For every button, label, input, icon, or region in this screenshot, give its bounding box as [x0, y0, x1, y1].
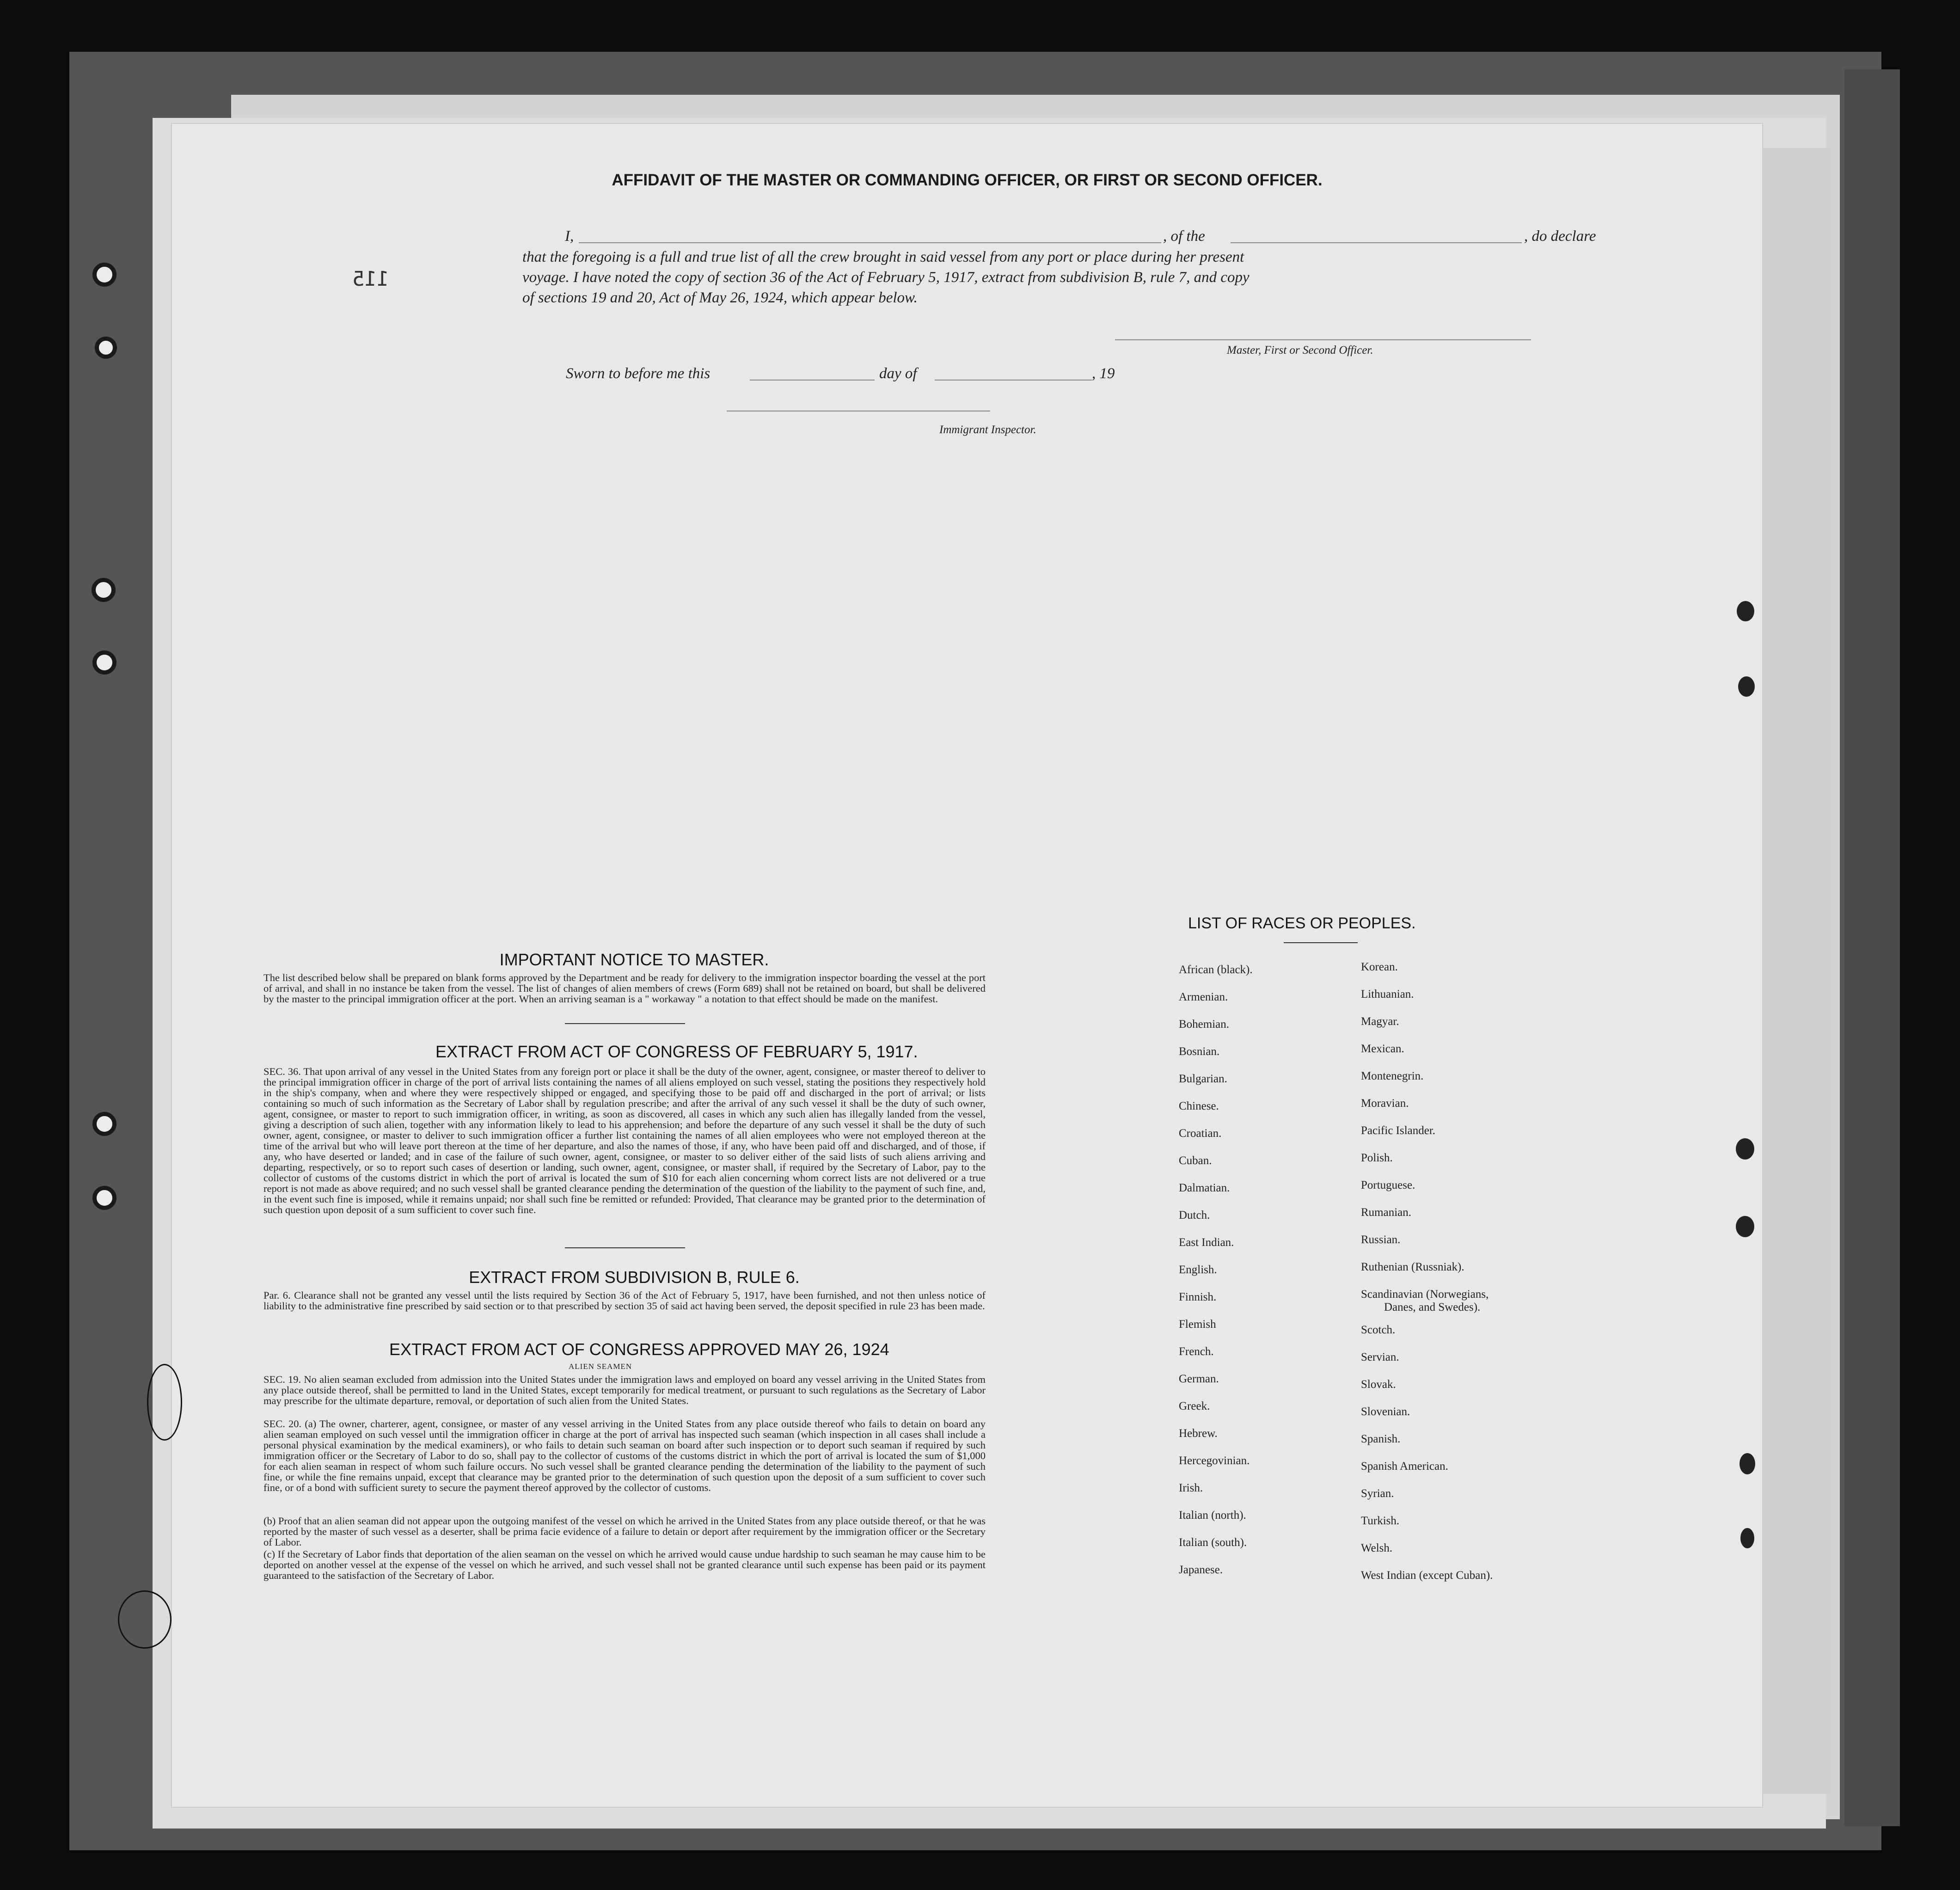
race-item: Magyar.	[1361, 1015, 1399, 1028]
race-item: Rumanian.	[1361, 1206, 1412, 1219]
races-title: LIST OF RACES OR PEOPLES.	[1188, 914, 1416, 932]
race-item: Syrian.	[1361, 1487, 1394, 1500]
binder-hole	[1737, 601, 1754, 621]
master-signature-label: Master, First or Second Officer.	[1227, 344, 1373, 356]
race-item: Welsh.	[1361, 1542, 1393, 1554]
race-item: Russian.	[1361, 1233, 1401, 1246]
master-signature-line[interactable]	[1115, 339, 1531, 340]
race-item-continuation: Danes, and Swedes).	[1384, 1301, 1481, 1313]
notice-title: IMPORTANT NOTICE TO MASTER.	[499, 950, 769, 969]
binding-string	[147, 1364, 182, 1441]
binder-hole	[92, 650, 116, 675]
extract-1924-sec20a: SEC. 20. (a) The owner, charterer, agent, consignee, or master of any vessel arriving in the United States from any place outside thereof who fails to detain on board any alien seaman employed on such vessel until the immigration officer in charge at the port of arrival has inspected such seaman (which inspection in all cases shall include a personal physical examination by the medical examiners), or who fails to detain such seaman on board after such inspection or to deport such seaman if required by such immigration officer or the Secretary of Labor to do so, shall pay to the collector of customs of the customs district in which the port of arrival is located the sum of $1,000 for each alien seaman in respect of whom such failure occurs. No such vessel shall be granted clearance pending the determination of the liability to the payment of such fine, or while the fine remains unpaid, except that clearance may be granted prior to the determination of such question upon the deposit of a sum sufficient to cover such fine, or of a bond with sufficient surety to secure the payment thereof approved by the collector of customs.	[263, 1418, 986, 1493]
extract-1924-sec20c: (c) If the Secretary of Labor finds that deportation of the alien seaman on the vessel on which he arrived would cause undue hardship to such seaman he may cause him to be deported on another vessel at the expense of the vessel on which he arrived, and such vessel shall not be granted clearance until such expense has been paid or its payment guaranteed to the satisfaction of the Secretary of Labor.	[263, 1548, 986, 1581]
sworn-year: , 19	[1092, 365, 1115, 382]
declaration-body-2: voyage. I have noted the copy of section 36 of the Act of February 5, 1917, extract from subdivision B, rule 7, and copy	[522, 269, 1250, 286]
sworn-text: Sworn to before me this	[566, 365, 710, 382]
race-item: Armenian.	[1179, 991, 1228, 1003]
extract-1917-text: SEC. 36. That upon arrival of any vessel in the United States from any foreign port or place it shall be the duty of the owner, agent, consignee, or master thereof to deliver to the principal immigration officer in charge of the port of arrival lists containing the names of all aliens employed on such vessel, stating the positions they respectively hold in the ship's company, when and where they were respectively shipped or engaged, and specifying those to be paid off and discharged in the port of arrival; or lists containing so much of such information as the Secretary of Labor shall by regulation prescribe; and after the arrival of any such vessel it shall be the duty of such owner, agent, consignee, or master to report to such immigration officer, in writing, as soon as discovered, all cases in which any such alien has illegally landed from the vessel, giving a description of such alien, together with any information likely to lead to his apprehension; and before the departure of any such vessel it shall be the duty of such owner, agent, consignee, or master to deliver to such immigration officer a further list containing the names of all alien employees who were not employed thereon at the time of the arrival but who will leave port thereon at the time of her departure, and also the names of those, if any, who have been paid off and discharged, and of those, if any, who have deserted or landed; and in case of the failure of such owner, agent, consignee, or master to so deliver either of the said lists of such aliens arriving and departing, respectively, or so to report such cases of desertion or landing, such owner, agent, consignee, or master shall, if required by the Secretary of Labor, pay to the collector of customs of the customs district in which the port of arrival is located the sum of $10 for each alien concerning whom correct lists are not delivered or a true report is not made as above required; and no such vessel shall be granted clearance pending the determination of the question of the liability to the payment of such fine, and, in the event such fine is imposed, while it remains unpaid; nor shall such fine be remitted or refunded: Provided, That clearance may be granted prior to the determination of such question upon deposit of a sum sufficient to cover such fine.	[263, 1066, 986, 1215]
race-item: African (black).	[1179, 963, 1253, 976]
race-item: Italian (north).	[1179, 1509, 1246, 1522]
race-item: Montenegrin.	[1361, 1070, 1424, 1082]
binder-hole	[1736, 1138, 1754, 1160]
race-item: Mexican.	[1361, 1043, 1404, 1055]
race-item: Dalmatian.	[1179, 1182, 1230, 1194]
declare-line-start: I,	[565, 228, 574, 245]
race-item: Ruthenian (Russniak).	[1361, 1261, 1464, 1273]
extract-1924-title: EXTRACT FROM ACT OF CONGRESS APPROVED MAY 26, 1924	[389, 1340, 889, 1359]
declare-line-end: , do declare	[1524, 228, 1596, 245]
race-item: Slovak.	[1361, 1378, 1396, 1391]
race-item: Spanish.	[1361, 1433, 1401, 1445]
binder-hole	[1740, 1453, 1755, 1474]
extract-subdivision-text: Par. 6. Clearance shall not be granted any vessel until the lists required by Section 36 of the Act of February 5, 1917, have been furnished, and not then unless notice of liability to the administrative fine prescribed by said section or to that prescribed by section 35 of said act having been served, the deposit specified in rule 23 has been made.	[263, 1289, 986, 1312]
race-item: Portuguese.	[1361, 1179, 1415, 1191]
race-item: Flemish	[1179, 1318, 1216, 1331]
race-item: Cuban.	[1179, 1154, 1212, 1167]
race-item: Dutch.	[1179, 1209, 1210, 1221]
binder-hole	[92, 263, 116, 287]
race-item: East Indian.	[1179, 1236, 1234, 1249]
board-edge	[1844, 69, 1900, 1826]
race-item: Bohemian.	[1179, 1018, 1230, 1031]
divider-2	[565, 1247, 685, 1248]
race-item: Hercegovinian.	[1179, 1454, 1250, 1467]
extract-1917-title: EXTRACT FROM ACT OF CONGRESS OF FEBRUARY 5, 1917.	[435, 1042, 918, 1061]
race-item: German.	[1179, 1373, 1219, 1385]
race-item: English.	[1179, 1264, 1217, 1276]
declare-line-mid: , of the	[1163, 228, 1205, 245]
binder-hole	[1740, 1528, 1754, 1548]
declaration-body-1: that the foregoing is a full and true list of all the crew brought in said vessel from any port or place during her present	[522, 249, 1244, 265]
race-item: Bulgarian.	[1179, 1073, 1227, 1085]
races-divider	[1284, 942, 1358, 943]
race-item: Italian (south).	[1179, 1536, 1247, 1549]
race-item: Moravian.	[1361, 1097, 1409, 1110]
binder-hole	[1736, 1216, 1754, 1237]
race-item: Scandinavian (Norwegians,	[1361, 1288, 1489, 1301]
race-item: Hebrew.	[1179, 1427, 1218, 1440]
binding-string	[118, 1590, 172, 1649]
binder-hole	[1738, 676, 1755, 697]
sheet-number: 115	[352, 267, 389, 291]
race-item: Croatian.	[1179, 1127, 1222, 1140]
race-item: Polish.	[1361, 1152, 1393, 1164]
affidavit-title: AFFIDAVIT OF THE MASTER OR COMMANDING OFFICER, OR FIRST OR SECOND OFFICER.	[612, 171, 1323, 189]
vessel-blank[interactable]	[1231, 242, 1522, 243]
race-item: Greek.	[1179, 1400, 1210, 1412]
affidavit-page	[172, 124, 1762, 1807]
extract-1924-subtitle: ALIEN SEAMEN	[569, 1362, 632, 1371]
race-item: Scotch.	[1361, 1324, 1396, 1336]
race-item: Chinese.	[1179, 1100, 1219, 1112]
name-blank[interactable]	[579, 242, 1161, 243]
declaration-body-3: of sections 19 and 20, Act of May 26, 1924, which appear below.	[522, 289, 918, 306]
race-item: French.	[1179, 1345, 1214, 1358]
race-item: Turkish.	[1361, 1515, 1400, 1527]
race-item: Korean.	[1361, 961, 1398, 973]
extract-subdivision-title: EXTRACT FROM SUBDIVISION B, RULE 6.	[469, 1268, 800, 1287]
inspector-label: Immigrant Inspector.	[939, 423, 1036, 436]
race-item: Lithuanian.	[1361, 988, 1414, 1000]
sworn-day-of: day of	[879, 365, 917, 382]
race-item: Slovenian.	[1361, 1405, 1410, 1418]
binder-hole	[95, 337, 117, 359]
binder-hole	[92, 1112, 116, 1136]
binder-hole	[92, 1186, 116, 1210]
notice-text: The list described below shall be prepared on blank forms approved by the Department and be ready for delivery to the immigration inspector boarding the vessel at the port of arrival, and shall in no instance be taken from the vessel. The list of changes of alien members of crews (Form 689) shall not be retained on board, but shall be delivered by the master to the principal immigration officer at the port. When an arriving seaman is a " workaway " a notation to that effect should be made on the manifest.	[263, 972, 986, 1005]
binder-hole	[92, 578, 116, 602]
race-item: West Indian (except Cuban).	[1361, 1569, 1493, 1582]
race-item: Finnish.	[1179, 1291, 1217, 1303]
race-item: Japanese.	[1179, 1564, 1223, 1576]
extract-1924-sec20b: (b) Proof that an alien seaman did not appear upon the outgoing manifest of the vessel on which he arrived in the United States from any place outside thereof, or that he was reported by the master of such vessel as a deserter, shall be prima facie evidence of a failure to detain or deport after requirement by the immigration officer or the Secretary of Labor.	[263, 1515, 986, 1548]
race-item: Spanish American.	[1361, 1460, 1448, 1473]
race-item: Irish.	[1179, 1482, 1203, 1494]
race-item: Servian.	[1361, 1351, 1399, 1363]
extract-1924-sec19: SEC. 19. No alien seaman excluded from admission into the United States under the immigration laws and employed on board any vessel arriving in the United States from any place outside thereof, shall be permitted to land in the United States, except temporarily for medical treatment, or pursuant to such regulations as the Secretary of Labor may prescribe for the ultimate departure, removal, or deportation of such alien from the United States.	[263, 1374, 986, 1406]
race-item: Bosnian.	[1179, 1045, 1220, 1058]
race-item: Pacific Islander.	[1361, 1124, 1436, 1137]
divider-1	[565, 1023, 685, 1024]
